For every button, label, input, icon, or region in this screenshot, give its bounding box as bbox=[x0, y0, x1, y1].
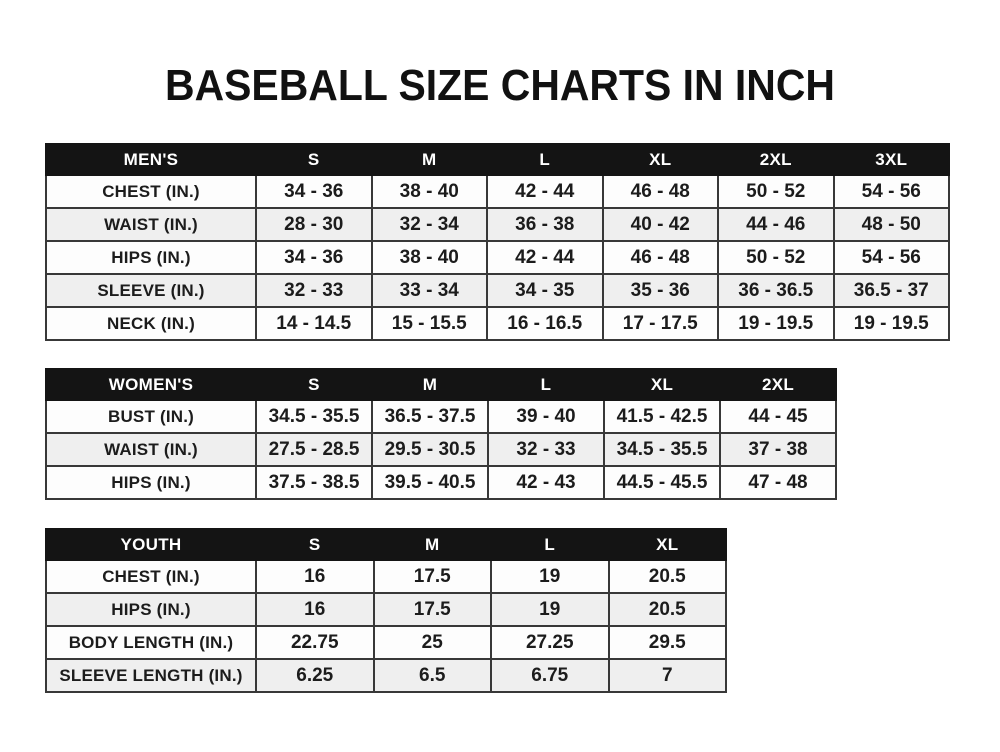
measurement-value-cell: 19 - 19.5 bbox=[718, 307, 834, 340]
youth-size-header-cell: M bbox=[374, 529, 492, 560]
measurement-value-cell: 34.5 - 35.5 bbox=[256, 400, 372, 433]
mens-table-row bbox=[46, 175, 949, 208]
measurement-value-cell: 7 bbox=[609, 659, 727, 692]
measurement-value-cell: 34 - 36 bbox=[256, 175, 372, 208]
measurement-value-cell: 48 - 50 bbox=[834, 208, 950, 241]
youth-table-row bbox=[46, 593, 726, 626]
row-label-cell: CHEST (IN.) bbox=[46, 175, 256, 208]
measurement-value-cell: 50 - 52 bbox=[718, 241, 834, 274]
mens-size-header-cell: XL bbox=[603, 144, 719, 175]
measurement-value-cell: 36 - 36.5 bbox=[718, 274, 834, 307]
measurement-value-cell: 32 - 34 bbox=[372, 208, 488, 241]
measurement-value-cell: 27.5 - 28.5 bbox=[256, 433, 372, 466]
youth-table-title-cell: YOUTH bbox=[46, 529, 256, 560]
mens-table-title-cell: MEN'S bbox=[46, 144, 256, 175]
measurement-value-cell: 46 - 48 bbox=[603, 175, 719, 208]
measurement-value-cell: 32 - 33 bbox=[256, 274, 372, 307]
womens-table-row bbox=[46, 433, 836, 466]
row-label-cell: WAIST (IN.) bbox=[46, 433, 256, 466]
measurement-value-cell: 17.5 bbox=[374, 593, 492, 626]
measurement-value-cell: 35 - 36 bbox=[603, 274, 719, 307]
measurement-value-cell: 20.5 bbox=[609, 593, 727, 626]
mens-size-header-cell: S bbox=[256, 144, 372, 175]
measurement-value-cell: 27.25 bbox=[491, 626, 609, 659]
measurement-value-cell: 16 bbox=[256, 560, 374, 593]
womens-table-row bbox=[46, 400, 836, 433]
womens-size-header-cell: XL bbox=[604, 369, 720, 400]
mens-size-header-cell: 2XL bbox=[718, 144, 834, 175]
measurement-value-cell: 42 - 44 bbox=[487, 175, 603, 208]
womens-size-header-cell: L bbox=[488, 369, 604, 400]
measurement-value-cell: 36.5 - 37.5 bbox=[372, 400, 488, 433]
measurement-value-cell: 44 - 46 bbox=[718, 208, 834, 241]
row-label-cell: HIPS (IN.) bbox=[46, 241, 256, 274]
row-label-cell: WAIST (IN.) bbox=[46, 208, 256, 241]
measurement-value-cell: 19 - 19.5 bbox=[834, 307, 950, 340]
measurement-value-cell: 17 - 17.5 bbox=[603, 307, 719, 340]
measurement-value-cell: 16 - 16.5 bbox=[487, 307, 603, 340]
measurement-value-cell: 54 - 56 bbox=[834, 241, 950, 274]
womens-size-header-cell: M bbox=[372, 369, 488, 400]
measurement-value-cell: 25 bbox=[374, 626, 492, 659]
measurement-value-cell: 6.25 bbox=[256, 659, 374, 692]
row-label-cell: HIPS (IN.) bbox=[46, 593, 256, 626]
womens-table-title-cell: WOMEN'S bbox=[46, 369, 256, 400]
row-label-cell: HIPS (IN.) bbox=[46, 466, 256, 499]
mens-table-row bbox=[46, 307, 949, 340]
measurement-value-cell: 46 - 48 bbox=[603, 241, 719, 274]
measurement-value-cell: 42 - 43 bbox=[488, 466, 604, 499]
measurement-value-cell: 36.5 - 37 bbox=[834, 274, 950, 307]
row-label-cell: NECK (IN.) bbox=[46, 307, 256, 340]
youth-header-row bbox=[46, 529, 726, 560]
youth-size-table bbox=[45, 528, 727, 693]
measurement-value-cell: 47 - 48 bbox=[720, 466, 836, 499]
measurement-value-cell: 34.5 - 35.5 bbox=[604, 433, 720, 466]
womens-header-row bbox=[46, 369, 836, 400]
measurement-value-cell: 16 bbox=[256, 593, 374, 626]
youth-table-row bbox=[46, 626, 726, 659]
womens-size-header-cell: 2XL bbox=[720, 369, 836, 400]
measurement-value-cell: 37.5 - 38.5 bbox=[256, 466, 372, 499]
measurement-value-cell: 37 - 38 bbox=[720, 433, 836, 466]
measurement-value-cell: 40 - 42 bbox=[603, 208, 719, 241]
measurement-value-cell: 42 - 44 bbox=[487, 241, 603, 274]
mens-table-row bbox=[46, 208, 949, 241]
size-tables-container bbox=[0, 143, 1000, 693]
measurement-value-cell: 38 - 40 bbox=[372, 175, 488, 208]
measurement-value-cell: 50 - 52 bbox=[718, 175, 834, 208]
mens-table-row bbox=[46, 241, 949, 274]
measurement-value-cell: 44.5 - 45.5 bbox=[604, 466, 720, 499]
measurement-value-cell: 29.5 bbox=[609, 626, 727, 659]
measurement-value-cell: 14 - 14.5 bbox=[256, 307, 372, 340]
measurement-value-cell: 15 - 15.5 bbox=[372, 307, 488, 340]
measurement-value-cell: 34 - 35 bbox=[487, 274, 603, 307]
measurement-value-cell: 6.5 bbox=[374, 659, 492, 692]
measurement-value-cell: 29.5 - 30.5 bbox=[372, 433, 488, 466]
measurement-value-cell: 6.75 bbox=[491, 659, 609, 692]
measurement-value-cell: 20.5 bbox=[609, 560, 727, 593]
row-label-cell: SLEEVE (IN.) bbox=[46, 274, 256, 307]
mens-size-header-cell: M bbox=[372, 144, 488, 175]
measurement-value-cell: 54 - 56 bbox=[834, 175, 950, 208]
measurement-value-cell: 33 - 34 bbox=[372, 274, 488, 307]
measurement-value-cell: 34 - 36 bbox=[256, 241, 372, 274]
womens-table-row bbox=[46, 466, 836, 499]
measurement-value-cell: 28 - 30 bbox=[256, 208, 372, 241]
measurement-value-cell: 36 - 38 bbox=[487, 208, 603, 241]
row-label-cell: BODY LENGTH (IN.) bbox=[46, 626, 256, 659]
row-label-cell: CHEST (IN.) bbox=[46, 560, 256, 593]
mens-table-row bbox=[46, 274, 949, 307]
measurement-value-cell: 39 - 40 bbox=[488, 400, 604, 433]
youth-size-header-cell: XL bbox=[609, 529, 727, 560]
youth-table-row bbox=[46, 560, 726, 593]
measurement-value-cell: 19 bbox=[491, 593, 609, 626]
measurement-value-cell: 17.5 bbox=[374, 560, 492, 593]
measurement-value-cell: 22.75 bbox=[256, 626, 374, 659]
row-label-cell: BUST (IN.) bbox=[46, 400, 256, 433]
measurement-value-cell: 38 - 40 bbox=[372, 241, 488, 274]
measurement-value-cell: 19 bbox=[491, 560, 609, 593]
youth-size-header-cell: S bbox=[256, 529, 374, 560]
measurement-value-cell: 39.5 - 40.5 bbox=[372, 466, 488, 499]
measurement-value-cell: 41.5 - 42.5 bbox=[604, 400, 720, 433]
womens-size-header-cell: S bbox=[256, 369, 372, 400]
mens-size-header-cell: L bbox=[487, 144, 603, 175]
youth-table-row bbox=[46, 659, 726, 692]
mens-size-header-cell: 3XL bbox=[834, 144, 950, 175]
womens-size-table bbox=[45, 368, 837, 500]
mens-size-table bbox=[45, 143, 950, 341]
measurement-value-cell: 44 - 45 bbox=[720, 400, 836, 433]
row-label-cell: SLEEVE LENGTH (IN.) bbox=[46, 659, 256, 692]
mens-header-row bbox=[46, 144, 949, 175]
youth-size-header-cell: L bbox=[491, 529, 609, 560]
measurement-value-cell: 32 - 33 bbox=[488, 433, 604, 466]
page-title: BASEBALL SIZE CHARTS IN INCH bbox=[165, 61, 835, 110]
